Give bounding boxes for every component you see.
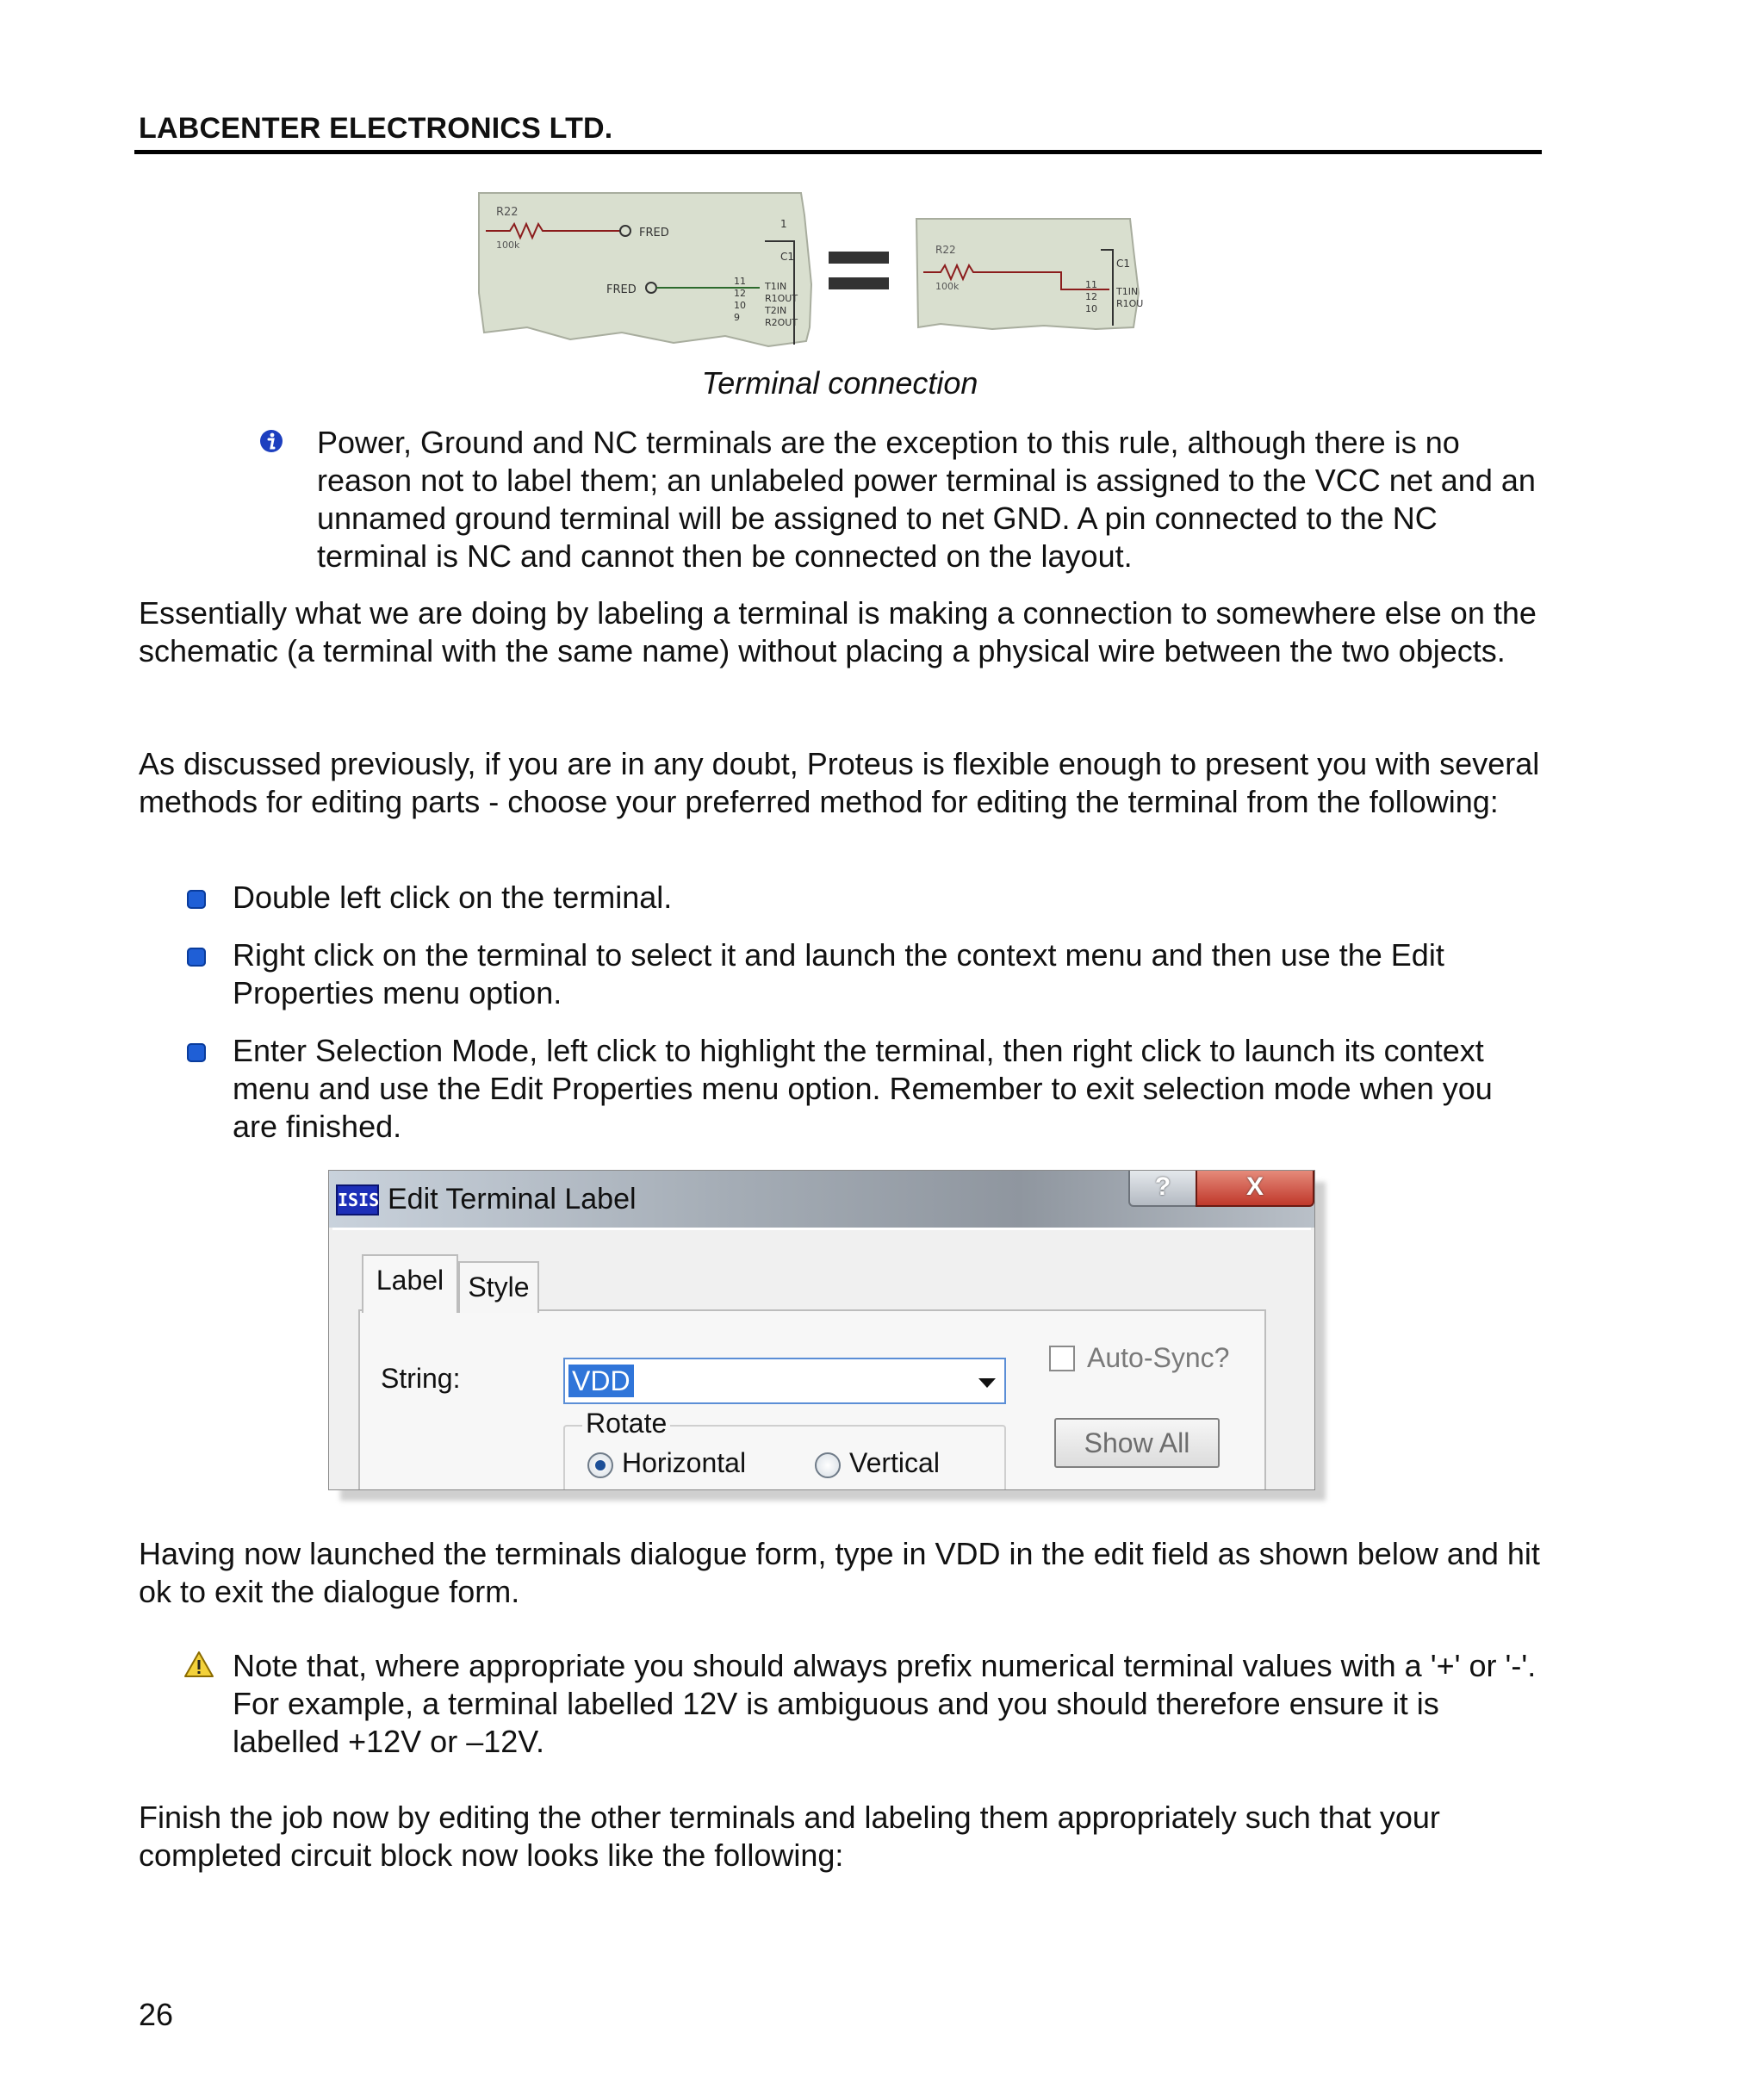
right-pin-name-1: T1IN bbox=[1116, 286, 1139, 297]
bullet-marker bbox=[187, 890, 206, 909]
bullet-marker bbox=[187, 1043, 206, 1062]
left-pin-name-2: R1OUT bbox=[765, 293, 798, 304]
radio-vertical[interactable] bbox=[815, 1452, 841, 1478]
tab-style[interactable]: Style bbox=[458, 1261, 539, 1313]
radio-vertical-label[interactable]: Vertical bbox=[849, 1447, 940, 1478]
terminal-connection-figure bbox=[475, 190, 1199, 353]
autosync-label[interactable]: Auto-Sync? bbox=[1087, 1342, 1230, 1373]
isis-logo-icon: ISIS bbox=[336, 1184, 379, 1215]
left-pin-1: 1 bbox=[780, 218, 787, 230]
terminal-connection-schematic bbox=[475, 190, 1199, 353]
dialog-frame bbox=[328, 1170, 1315, 1490]
close-button[interactable] bbox=[1196, 1171, 1314, 1207]
dialog-body bbox=[332, 1228, 1311, 1490]
terminal-label-top: FRED bbox=[639, 227, 669, 239]
string-label: String: bbox=[381, 1363, 461, 1394]
help-icon: ? bbox=[1154, 1172, 1171, 1201]
header-rule bbox=[134, 150, 1542, 154]
equals-sign-bottom bbox=[829, 277, 889, 289]
right-pin-name-2: R1OU bbox=[1116, 298, 1144, 309]
left-pin-12: 12 bbox=[734, 288, 746, 299]
left-pin-9: 9 bbox=[734, 312, 740, 323]
warning-icon bbox=[183, 1651, 214, 1678]
right-resistor-value: 100k bbox=[935, 281, 960, 292]
left-pin-10: 10 bbox=[734, 300, 746, 311]
left-chip-label: C1 bbox=[780, 251, 795, 263]
terminal-label-mid: FRED bbox=[606, 283, 637, 296]
figure-caption: Terminal connection bbox=[701, 365, 978, 401]
left-pin-name-1: T1IN bbox=[765, 281, 787, 292]
info-icon bbox=[258, 428, 284, 454]
rotate-legend: Rotate bbox=[582, 1408, 670, 1439]
page-number: 26 bbox=[139, 1997, 174, 2032]
radio-horizontal-label[interactable]: Horizontal bbox=[622, 1447, 747, 1478]
close-icon: X bbox=[1245, 1172, 1264, 1201]
paragraph-2: As discussed previously, if you are in any doubt, Proteus is flexible enough to present you with several methods for editing parts - choose your preferred method for editing the terminal from the following: bbox=[139, 746, 1540, 819]
dialog-titlebar[interactable] bbox=[329, 1171, 1314, 1228]
equals-sign-top bbox=[829, 252, 889, 264]
string-value[interactable]: VDD bbox=[568, 1365, 634, 1397]
string-combobox[interactable] bbox=[563, 1358, 1006, 1404]
bullet-marker bbox=[187, 948, 206, 967]
dialog-title: Edit Terminal Label bbox=[388, 1183, 637, 1215]
tab-label[interactable]: Label bbox=[362, 1254, 458, 1313]
radio-horizontal[interactable] bbox=[587, 1452, 613, 1478]
bullet-item-3: Enter Selection Mode, left click to highlight the terminal, then right click to launch its context menu and use the Edit Properties menu option. Remember to exit selection mode when you are finished. bbox=[233, 1033, 1493, 1144]
paragraph-4: Finish the job now by editing the other terminals and labeling them appropriately such that your completed circuit block now looks like the following: bbox=[139, 1800, 1440, 1873]
left-pin-name-3: T2IN bbox=[765, 305, 787, 316]
help-button[interactable] bbox=[1128, 1171, 1197, 1207]
autosync-checkbox[interactable] bbox=[1049, 1346, 1075, 1371]
show-all-button[interactable]: Show All bbox=[1054, 1418, 1220, 1468]
warning-note: Note that, where appropriate you should always prefix numerical terminal values with a '+' or '-'. For example, a terminal labelled 12V is ambiguous and you should therefore ensure it is labelled +12V or –12V. bbox=[233, 1648, 1537, 1759]
right-resistor-label: R22 bbox=[935, 244, 956, 256]
left-pin-11: 11 bbox=[734, 276, 746, 287]
document-header: LABCENTER ELECTRONICS LTD. bbox=[139, 112, 613, 145]
left-resistor-value: 100k bbox=[496, 239, 520, 251]
paragraph-1: Essentially what we are doing by labeling a terminal is making a connection to somewhere else on the schematic (a terminal with the same name) without placing a physical wire between the two objects. bbox=[139, 595, 1537, 668]
right-pin-12: 12 bbox=[1085, 291, 1097, 302]
info-note: Power, Ground and NC terminals are the exception to this rule, although there is no reason not to label them; an unlabeled power terminal is assigned to the VCC net and an unnamed ground terminal will be assigned to net GND. A pin connected to the NC terminal is NC and cannot then be connected on the layout. bbox=[317, 425, 1536, 574]
edit-terminal-label-dialog bbox=[328, 1170, 1317, 1490]
bullet-item-1: Double left click on the terminal. bbox=[233, 880, 673, 915]
paragraph-3: Having now launched the terminals dialogue form, type in VDD in the edit field as shown below and hit ok to exit the dialogue form. bbox=[139, 1536, 1540, 1609]
chevron-down-icon[interactable] bbox=[978, 1378, 996, 1388]
right-pin-11: 11 bbox=[1085, 279, 1097, 290]
left-pin-name-4: R2OUT bbox=[765, 317, 798, 328]
bullet-item-2: Right click on the terminal to select it and launch the context menu and then use the Edit Properties menu option. bbox=[233, 937, 1444, 1010]
right-pin-10: 10 bbox=[1085, 303, 1097, 314]
left-resistor-label: R22 bbox=[496, 206, 519, 219]
right-chip-label: C1 bbox=[1116, 258, 1131, 270]
